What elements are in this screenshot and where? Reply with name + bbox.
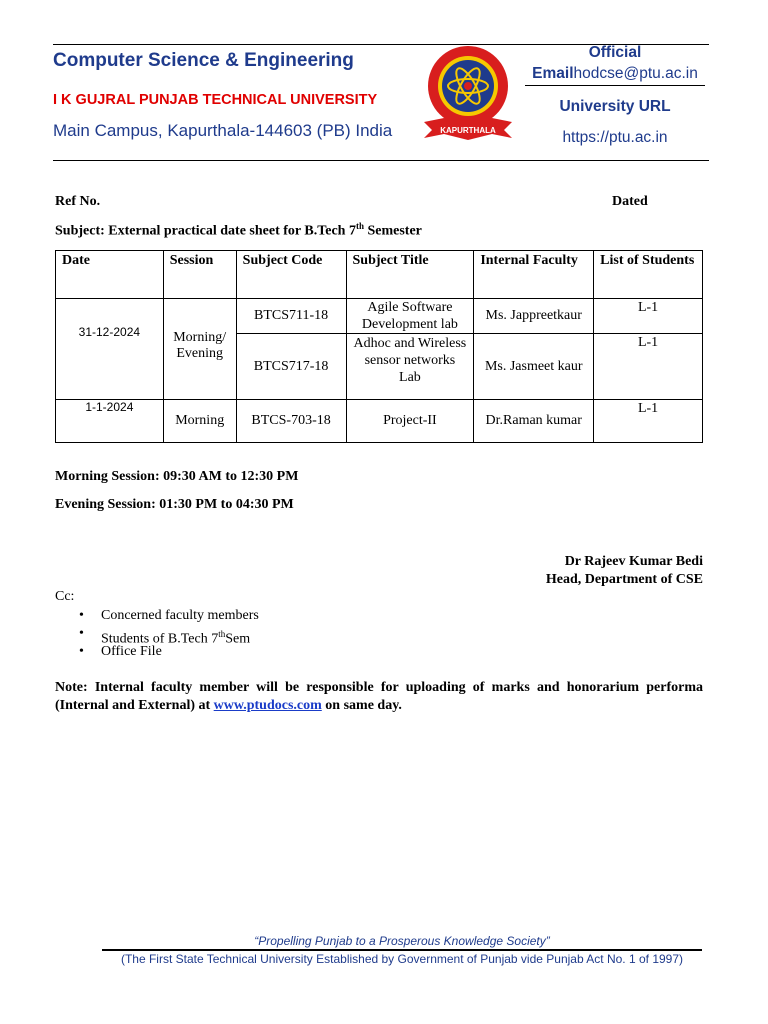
email-line xyxy=(525,65,705,86)
cell-subject-title: Agile Software Development lab xyxy=(346,299,474,334)
list-item: • Concerned faculty members xyxy=(79,607,259,625)
footer-rule xyxy=(102,949,702,951)
email-label: Email xyxy=(532,65,574,82)
header-bottom-rule xyxy=(53,160,709,161)
cell-date: 31-12-2024 xyxy=(56,299,164,400)
cell-session: Morning/ Evening xyxy=(163,299,236,400)
cell-faculty: Ms. Jasmeet kaur xyxy=(474,334,594,400)
url-label: University URL xyxy=(559,98,671,115)
cell-subject-code: BTCS-703-18 xyxy=(236,400,346,443)
evening-session: Evening Session: 01:30 PM to 04:30 PM xyxy=(55,497,294,512)
table-row xyxy=(56,299,703,334)
cell-subject-code: BTCS711-18 xyxy=(236,299,346,334)
header-subject-title: Subject Title xyxy=(346,251,474,299)
list-item: • Office File xyxy=(79,643,259,661)
cell-session: Morning xyxy=(163,400,236,443)
date-sheet-table xyxy=(55,250,703,443)
list-item: • Students of B.Tech 7thSem xyxy=(79,625,259,643)
cell-date: 1-1-2024 xyxy=(56,400,164,443)
table-header-row xyxy=(56,251,703,299)
signature-block xyxy=(430,553,703,589)
cc-list xyxy=(79,607,259,661)
subject-line: Subject: External practical date sheet for B.Tech 7th Semester xyxy=(55,221,422,239)
header-internal-faculty: Internal Faculty xyxy=(474,251,594,299)
cell-faculty: Ms. Jappreetkaur xyxy=(474,299,594,334)
morning-session: Morning Session: 09:30 AM to 12:30 PM xyxy=(55,469,299,484)
header-date: Date xyxy=(56,251,164,299)
official-label: Official xyxy=(588,44,642,61)
university-logo xyxy=(420,44,516,144)
department-name: Computer Science & Engineering xyxy=(53,50,354,71)
footer-motto: “Propelling Punjab to a Prosperous Knowledge Society” xyxy=(254,934,550,948)
cell-list: L-1 xyxy=(594,400,703,443)
logo-text: KAPURTHALA xyxy=(440,126,496,135)
cell-subject-title: Adhoc and Wireless sensor networks Lab xyxy=(346,334,474,400)
university-url[interactable]: https://ptu.ac.in xyxy=(562,129,668,146)
dated-label: Dated xyxy=(612,194,648,209)
cell-subject-title: Project-II xyxy=(346,400,474,443)
cell-list: L-1 xyxy=(594,334,703,400)
ptudocs-link[interactable]: www.ptudocs.com xyxy=(213,698,322,713)
email-address[interactable]: hodcse@ptu.ac.in xyxy=(573,65,698,82)
campus-address: Main Campus, Kapurthala-144603 (PB) India xyxy=(53,121,393,140)
signer-name: Dr Rajeev Kumar Bedi xyxy=(564,554,703,569)
header-subject-code: Subject Code xyxy=(236,251,346,299)
footer-established: (The First State Technical University Established by Government of Punjab vide Punjab Act No. 1 of 1997) xyxy=(120,952,684,966)
university-name: I K GUJRAL PUNJAB TECHNICAL UNIVERSITY xyxy=(53,92,378,108)
cell-faculty: Dr.Raman kumar xyxy=(474,400,594,443)
cc-label: Cc: xyxy=(55,589,75,604)
ref-no-label: Ref No. xyxy=(55,194,101,209)
cell-subject-code: BTCS717-18 xyxy=(236,334,346,400)
header-session: Session xyxy=(163,251,236,299)
table-row xyxy=(56,400,703,443)
signer-title: Head, Department of CSE xyxy=(545,572,703,587)
cell-list: L-1 xyxy=(594,299,703,334)
note-paragraph: Note: Internal faculty member will be responsible for uploading of marks and honorarium performa (Internal and External) at www.ptudocs.com on same day. xyxy=(55,680,703,713)
header-list-of-students: List of Students xyxy=(594,251,703,299)
